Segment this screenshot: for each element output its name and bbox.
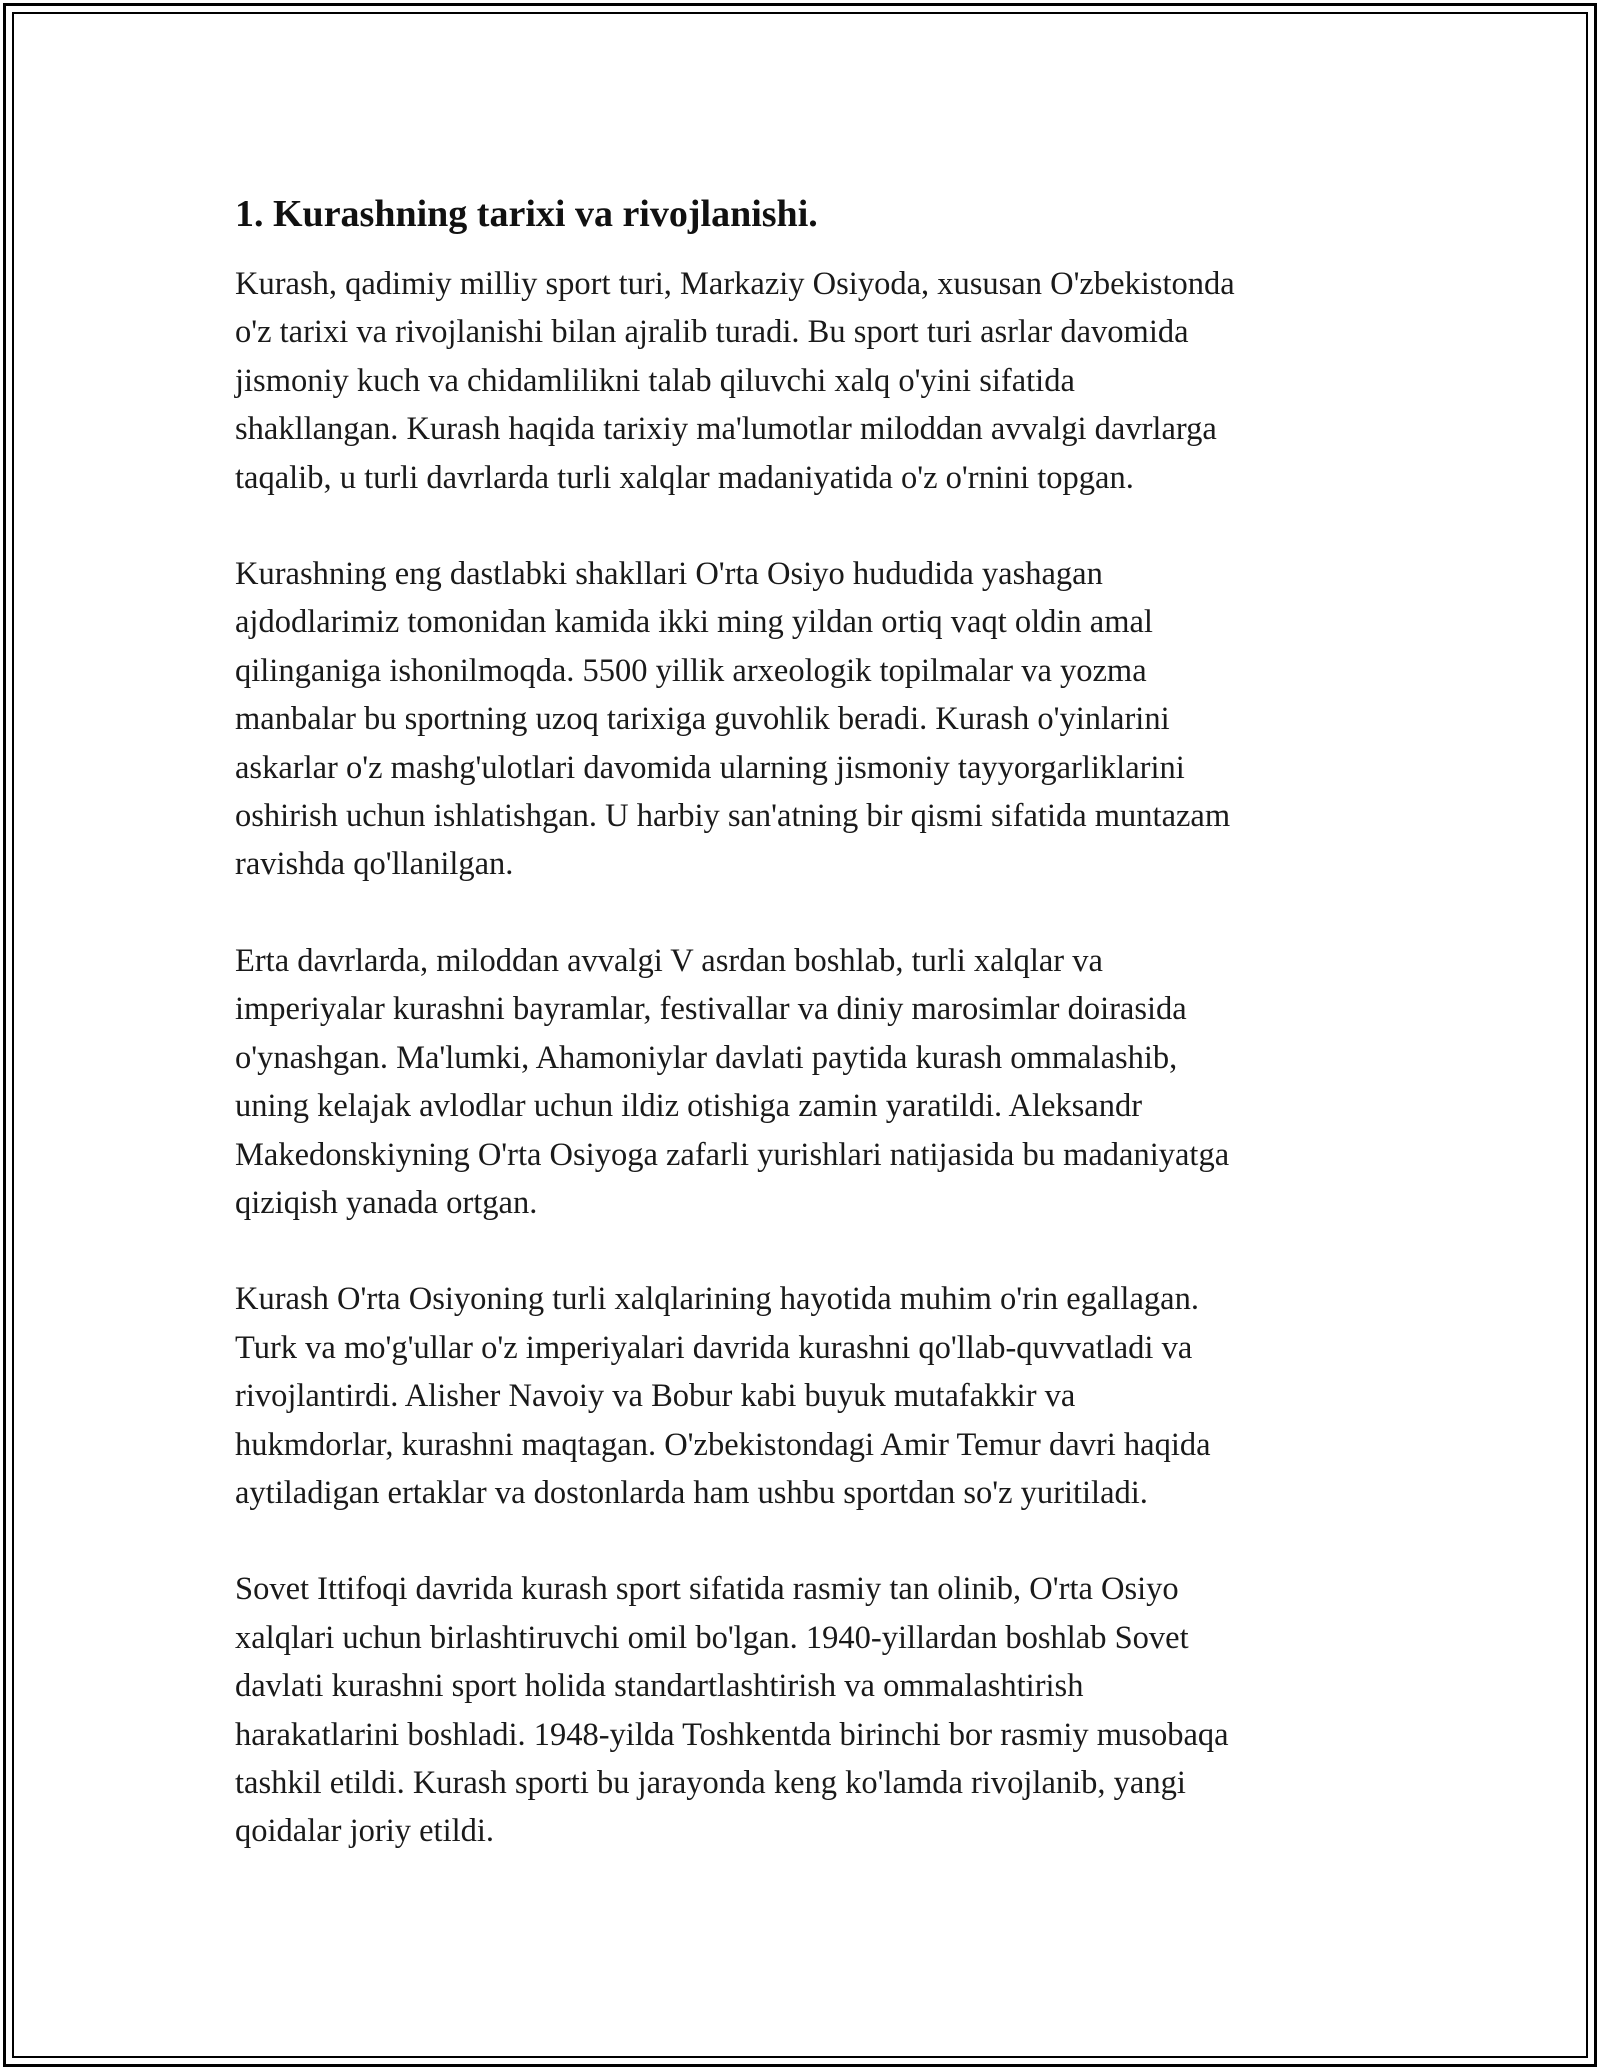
text-line: rivojlantirdi. Alisher Navoiy va Bobur kabi buyuk mutafakkir va xyxy=(235,1378,1076,1415)
section-heading: 1. Kurashning tarixi va rivojlanishi. xyxy=(235,193,818,235)
text-line: Kurashning eng dastlabki shakllari O'rta Osiyo hududida yashagan xyxy=(235,556,1103,593)
text-line: hukmdorlar, kurashni maqtagan. O'zbekistondagi Amir Temur davri haqida xyxy=(235,1426,1211,1463)
text-line: askarlar o'z mashg'ulotlari davomida ularning jismoniy tayyorgarliklarini xyxy=(235,749,1185,786)
text-line: oshirish uchun ishlatishgan. U harbiy san'atning bir qismi sifatida muntazam xyxy=(235,798,1231,835)
text-line: shakllangan. Kurash haqida tarixiy ma'lumotlar miloddan avvalgi davrlarga xyxy=(235,411,1217,448)
text-line: xalqlari uchun birlashtiruvchi omil bo'lgan. 1940-yillardan boshlab Sovet xyxy=(235,1619,1189,1656)
document-body xyxy=(235,188,1375,1904)
text-line: harakatlarini boshladi. 1948-yilda Toshkentda birinchi bor rasmiy musobaqa xyxy=(235,1716,1229,1753)
text-line: jismoniy kuch va chidamlilikni talab qiluvchi xalq o'yini sifatida xyxy=(235,362,1075,399)
text-line: o'z tarixi va rivojlanishi bilan ajralib turadi. Bu sport turi asrlar davomida xyxy=(235,314,1189,351)
text-line: imperiyalar kurashni bayramlar, festivallar va diniy marosimlar doirasida xyxy=(235,991,1187,1028)
text-line: Turk va mo'g'ullar o'z imperiyalari davrida kurashni qo'llab-quvvatladi va xyxy=(235,1329,1193,1366)
text-line: Kurash, qadimiy milliy sport turi, Markaziy Osiyoda, xususan O'zbekistonda xyxy=(235,266,1235,302)
text-line: Erta davrlarda, miloddan avvalgi V asrdan boshlab, turli xalqlar va xyxy=(235,942,1103,979)
text-line: Kurash O'rta Osiyoning turli xalqlarining hayotida muhim o'rin egallagan. xyxy=(235,1281,1199,1318)
text-line: uning kelajak avlodlar uchun ildiz otishiga zamin yaratildi. Aleksandr xyxy=(235,1088,1143,1125)
text-line: o'ynashgan. Ma'lumki, Ahamoniylar davlati paytida kurash ommalashib, xyxy=(235,1039,1178,1076)
paragraph-4 xyxy=(235,1275,1375,1517)
text-line: ajdodlarimiz tomonidan kamida ikki ming yildan ortiq vaqt oldin amal xyxy=(235,604,1153,641)
text-line: aytiladigan ertaklar va dostonlarda ham ushbu sportdan so'z yuritiladi. xyxy=(235,1474,1148,1511)
paragraph-1 xyxy=(235,260,1375,502)
text-line: taqalib, u turli davrlarda turli xalqlar madaniyatida o'z o'rnini topgan. xyxy=(235,459,1134,496)
text-line: Makedonskiyning O'rta Osiyoga zafarli yurishlari natijasida bu madaniyatga xyxy=(235,1136,1230,1173)
paragraph-5 xyxy=(235,1565,1375,1855)
paragraph-3 xyxy=(235,937,1375,1227)
text-line: qilinganiga ishonilmoqda. 5500 yillik arxeologik topilmalar va yozma xyxy=(235,652,1147,689)
text-line: davlati kurashni sport holida standartlashtirish va ommalashtirish xyxy=(235,1668,1084,1705)
text-line: Sovet Ittifoqi davrida kurash sport sifatida rasmiy tan olinib, O'rta Osiyo xyxy=(235,1571,1179,1608)
text-line: qoidalar joriy etildi. xyxy=(235,1813,495,1850)
text-line: tashkil etildi. Kurash sporti bu jarayonda keng ko'lamda rivojlanib, yangi xyxy=(235,1764,1186,1801)
text-line: ravishda qo'llanilgan. xyxy=(235,846,514,883)
paragraph-2 xyxy=(235,550,1375,889)
text-line: manbalar bu sportning uzoq tarixiga guvohlik beradi. Kurash o'yinlarini xyxy=(235,701,1170,738)
text-line: qiziqish yanada ortgan. xyxy=(235,1184,538,1221)
